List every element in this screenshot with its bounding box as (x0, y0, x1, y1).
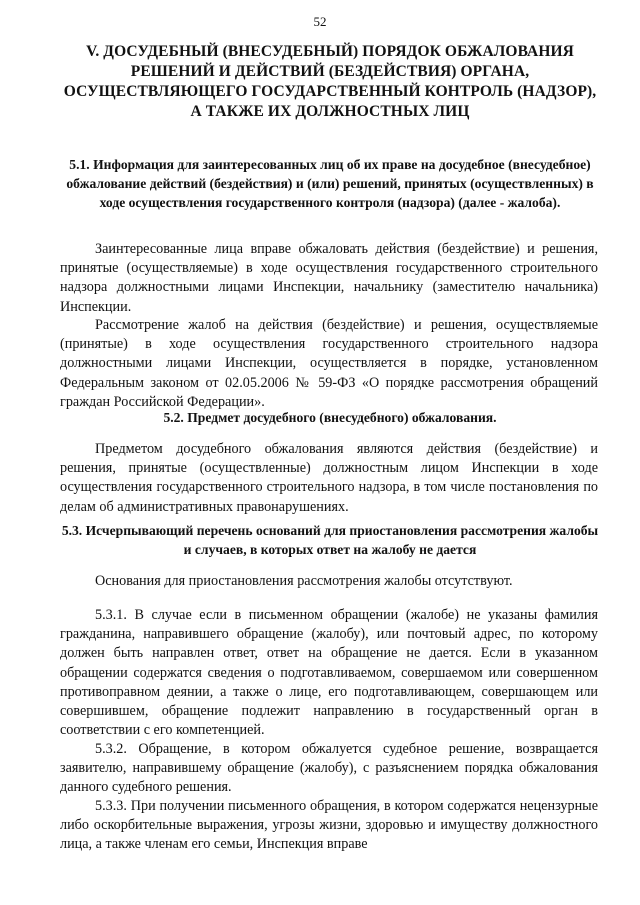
paragraph-no-suspension: Основания для приостановления рассмотрения жалобы отсутствуют. (95, 573, 513, 589)
heading-5-2: 5.2. Предмет досудебного (внесудебного) обжалования. (163, 410, 497, 425)
paragraph-5-3-1: 5.3.1. В случае если в письменном обращении (жалобе) не указаны фамилия гражданина, направившего обращение (жалобу), или почтовый адрес, по которому должен быть направлен ответ, ответ на обращение не дается. Если в указанном обращении содержатся сведения о подготавливаемом, совершаемом или совершенном противоправном деянии, а также о лице, его подготавливающем, совершающем или совершившем, обращение подлежит направлению в государственный орган в соответствии с его компетенцией. (60, 607, 598, 739)
section-title: V. ДОСУДЕБНЫЙ (ВНЕСУДЕБНЫЙ) ПОРЯДОК ОБЖАЛОВАНИЯ РЕШЕНИЙ И ДЕЙСТВИЙ (БЕЗДЕЙСТВИЯ) ОРГАНА, ОСУЩЕСТВЛЯЮЩЕГО ГОСУДАРСТВЕННЫЙ КОНТРОЛЬ (НАДЗОР), А ТАКЖЕ ИХ ДОЛЖНОСТНЫХ ЛИЦ (63, 43, 597, 120)
page-number: 52 (313, 14, 327, 29)
paragraph-5-3-2: 5.3.2. Обращение, в котором обжалуется судебное решение, возвращается заявителю, направившему обращение (жалобу), с разъяснением порядка обжалования данного судебного решения. (60, 741, 598, 796)
heading-5-3: 5.3. Исчерпывающий перечень оснований для приостановления рассмотрения жалобы и случаев, в которых ответ на жалобу не дается (61, 523, 599, 557)
paragraph-5-3-3: 5.3.3. При получении письменного обращения, в котором содержатся нецензурные либо оскорбительные выражения, угрозы жизни, здоровью и имуществу должностного лица, а также членам его семьи, Инспекция вправе (60, 798, 598, 853)
paragraph-appeal-subject: Предметом досудебного обжалования являются действия (бездействие) и решения, принятые (осуществленные) должностным лицом Инспекции в ходе осуществления государственного строительного надзора, в том числе постановления по делам об административных правонарушениях. (60, 441, 598, 515)
paragraph-appeal-right: Заинтересованные лица вправе обжаловать действия (бездействие) и решения, принятые (осуществляемые) в ходе осуществления государственного строительного надзора должностными лицами Инспекции, начальнику (заместителю начальника) Инспекции. (60, 241, 598, 315)
heading-5-1: 5.1. Информация для заинтересованных лиц об их праве на досудебное (внесудебное) обжалование действий (бездействия) и (или) решений, принятых (осуществленных) в ходе осуществления государственного контроля (надзора) (далее - жалоба). (66, 157, 594, 210)
paragraph-appeal-procedure: Рассмотрение жалоб на действия (бездействие) и решения, осуществляемые (принятые) в ходе осуществления государственного строительного надзора должностными лицами Инспекции, осуществляется в порядке, установленном Федеральным законом от 02.05.2006 № 59-ФЗ «О порядке рассмотрения обращений граждан Российской Федерации». (60, 317, 598, 410)
